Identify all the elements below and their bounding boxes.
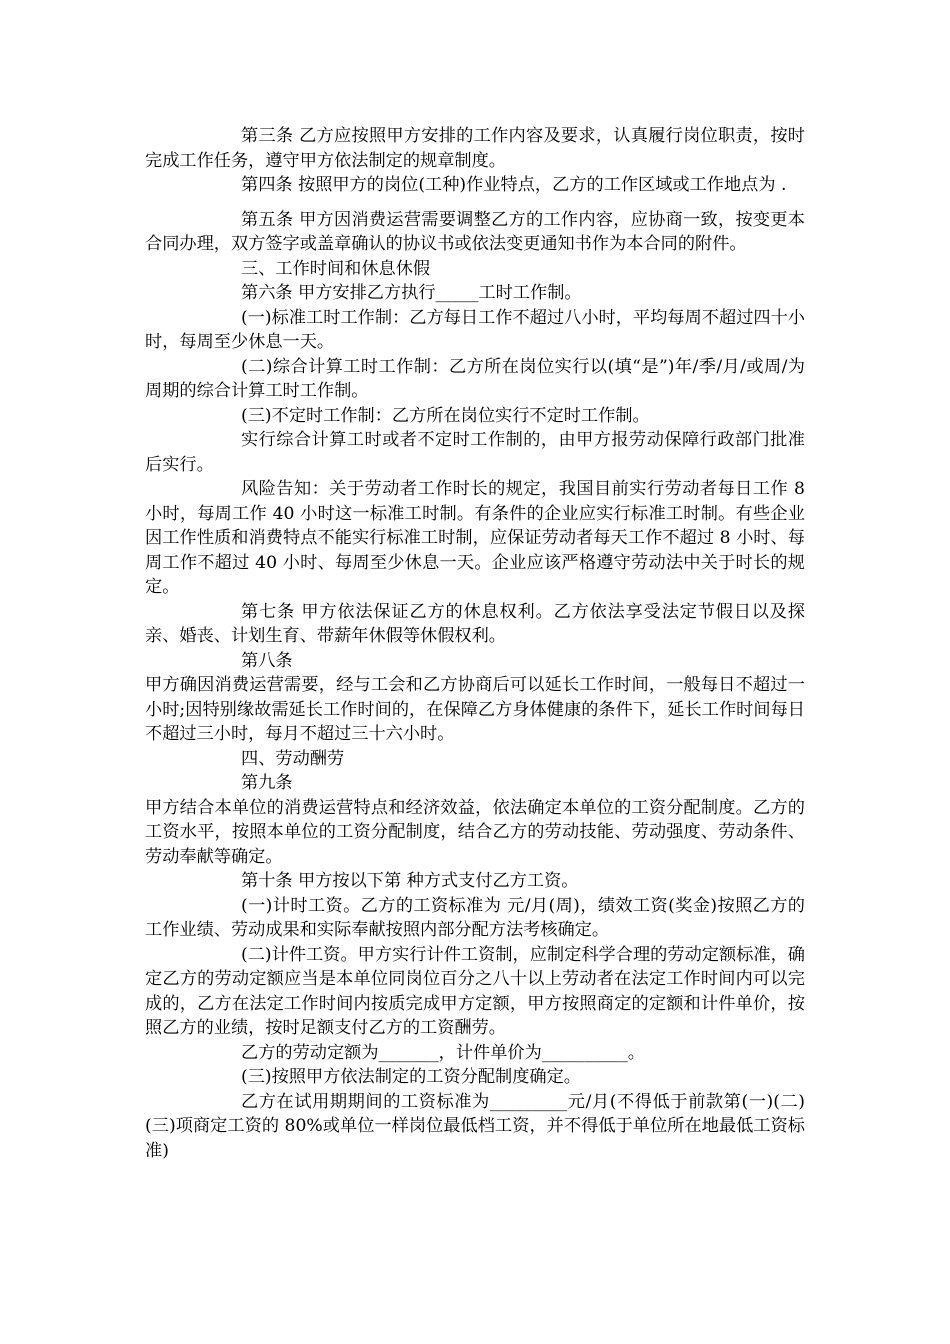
- probation-wage: 乙方在试用期期间的工资标准为_________元/月(不得低于前款第(一)(二)(三)项商定工资的 80%或单位一样岗位最低档工资，并不得低于单位所在地最低工资标准): [145, 1091, 805, 1161]
- article-9-heading: 第九条: [241, 773, 293, 793]
- article-9-body: 甲方结合本单位的消费运营特点和经济效益，依法确定本单位的工资分配制度。乙方的工资水平，按照本单位的工资分配制度，结合乙方的劳动技能、劳动强度、劳动条件、劳动奉献等确定。: [145, 797, 805, 867]
- article-7: 第七条 甲方依法保证乙方的休息权利。乙方依法享受法定节假日以及探亲、婚丧、计划生育、带薪年休假等休假权利。: [145, 601, 805, 646]
- article-10: 第十条 甲方按以下第 种方式支付乙方工资。: [241, 871, 579, 891]
- article-4: 第四条 按照甲方的岗位(工种)作业特点，乙方的工作区域或工作地点为 .: [241, 175, 787, 195]
- article-6-item-2: (二)综合计算工时工作制：乙方所在岗位实行以(填“是”)年/季/月/或周/为周期的综合计算工时工作制。: [145, 356, 805, 401]
- article-10-item-1: (一)计时工资。乙方的工资标准为 元/月(周)，绩效工资(奖金)按照乙方的工作业绩、劳动成果和实际奉献按照内部分配方法考核确定。: [145, 895, 805, 940]
- article-8-heading: 第八条: [241, 650, 293, 671]
- article-10-item-2: (二)计件工资。甲方实行计件工资制，应制定科学合理的劳动定额标准，确定乙方的劳动定额应当是本单位同岗位百分之八十以上劳动者在法定工作时间内可以完成的，乙方在法定工作时间内按质完成甲方定额，甲方按照商定的定额和计件单价，按照乙方的业绩，按时足额支付乙方的工资酬劳。: [145, 944, 805, 1038]
- section-heading-remuneration: 四、劳动酬劳: [241, 748, 345, 769]
- risk-notice: 风险告知：关于劳动者工作时长的规定，我国目前实行劳动者每日工作 8 小时，每周工作 40 小时这一标准工时制。有条件的企业应实行标准工时制。有些企业因工作性质和消费特点不能实行标准工时制，应保证劳动者每天工作不超过 8 小时、每周工作不超过 40 小时、每周至少休息一天。企业应该严格遵守劳动法中关于时长的规定。: [145, 479, 805, 597]
- section-heading-work-time: 三、工作时间和休息休假: [241, 258, 431, 279]
- article-6-note: 实行综合计算工时或者不定时工作制的，由甲方报劳动保障行政部门批准后实行。: [145, 430, 805, 475]
- document-body: [145, 124, 805, 1163]
- article-3: 第三条 乙方应按照甲方安排的工作内容及要求，认真履行岗位职责，按时完成工作任务，遵守甲方依法制定的规章制度。: [145, 126, 805, 171]
- piece-rate-line: 乙方的劳动定额为_______，计件单价为__________。: [241, 1042, 645, 1063]
- article-8-body: 甲方确因消费运营需要，经与工会和乙方协商后可以延长工作时间，一般每日不超过一小时;因特别缘故需延长工作时间的，在保障乙方身体健康的条件下，延长工作时间每日不超过三小时，每月不超过三十六小时。: [145, 675, 805, 744]
- article-10-item-3: (三)按照甲方依法制定的工资分配制度确定。: [241, 1067, 581, 1087]
- article-6-item-1: (一)标准工时工作制：乙方每日工作不超过八小时，平均每周不超过四十小时，每周至少休息一天。: [145, 307, 805, 352]
- article-6-item-3: (三)不定时工作制：乙方所在岗位实行不定时工作制。: [241, 405, 650, 426]
- article-6: 第六条 甲方安排乙方执行_____工时工作制。: [241, 283, 582, 303]
- article-5: 第五条 甲方因消费运营需要调整乙方的工作内容，应协商一致，按变更本合同办理，双方签字或盖章确认的协议书或依法变更通知书作为本合同的附件。: [145, 209, 805, 254]
